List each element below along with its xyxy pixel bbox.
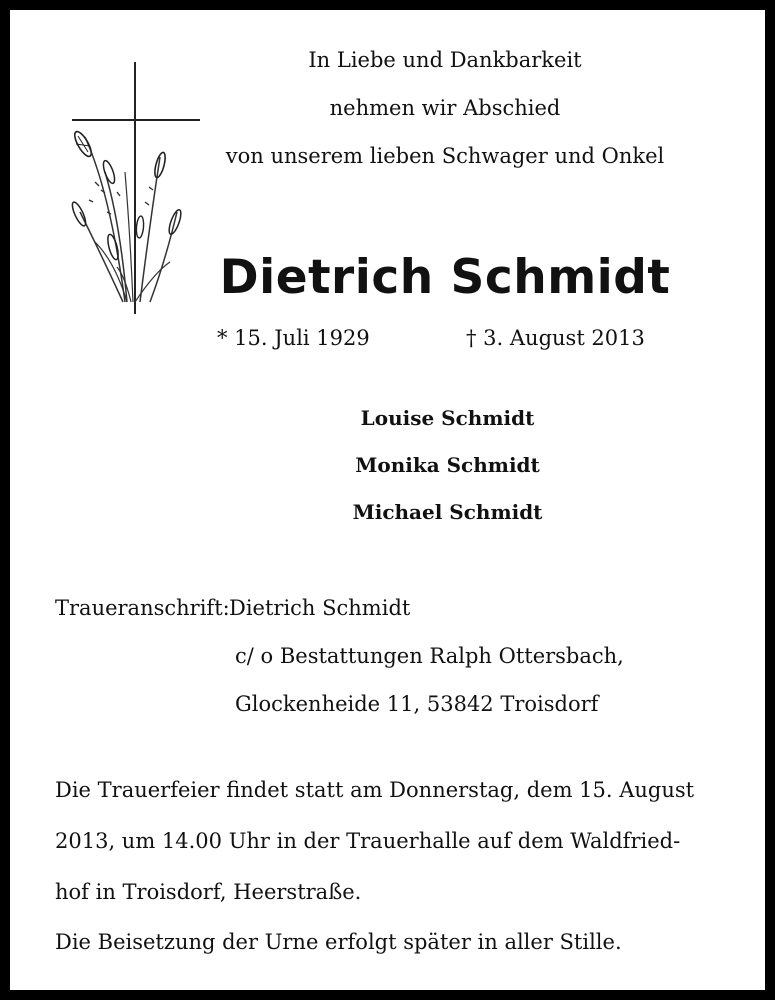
death-date: † 3. August 2013 bbox=[466, 326, 645, 350]
service-line: 2013, um 14.00 Uhr in der Trauerhalle auf dem Waldfried- bbox=[55, 829, 681, 853]
address-line: Dietrich Schmidt bbox=[229, 596, 411, 620]
cross-with-wheat-icon bbox=[65, 62, 205, 314]
service-line: Die Trauerfeier findet statt am Donnerstag, dem 15. August bbox=[55, 778, 695, 802]
mourner-name: Monika Schmidt bbox=[355, 453, 540, 477]
address-label: Traueranschrift: bbox=[55, 596, 230, 620]
intro-line: von unserem lieben Schwager und Onkel bbox=[225, 144, 665, 168]
mourner-name: Louise Schmidt bbox=[360, 406, 535, 430]
service-details bbox=[55, 765, 730, 918]
mourner-name: Michael Schmidt bbox=[352, 500, 543, 524]
address-line: c/ o Bestattungen Ralph Ottersbach, bbox=[235, 644, 624, 668]
intro-line: In Liebe und Dankbarkeit bbox=[308, 48, 582, 72]
burial-note: Die Beisetzung der Urne erfolgt später in aller Stille. bbox=[55, 930, 622, 954]
address-line: Glockenheide 11, 53842 Troisdorf bbox=[235, 692, 599, 716]
birth-date: * 15. Juli 1929 bbox=[217, 326, 370, 350]
intro-line: nehmen wir Abschied bbox=[329, 96, 561, 120]
deceased-name: Dietrich Schmidt bbox=[219, 250, 671, 305]
service-line: hof in Troisdorf, Heerstraße. bbox=[55, 880, 362, 904]
